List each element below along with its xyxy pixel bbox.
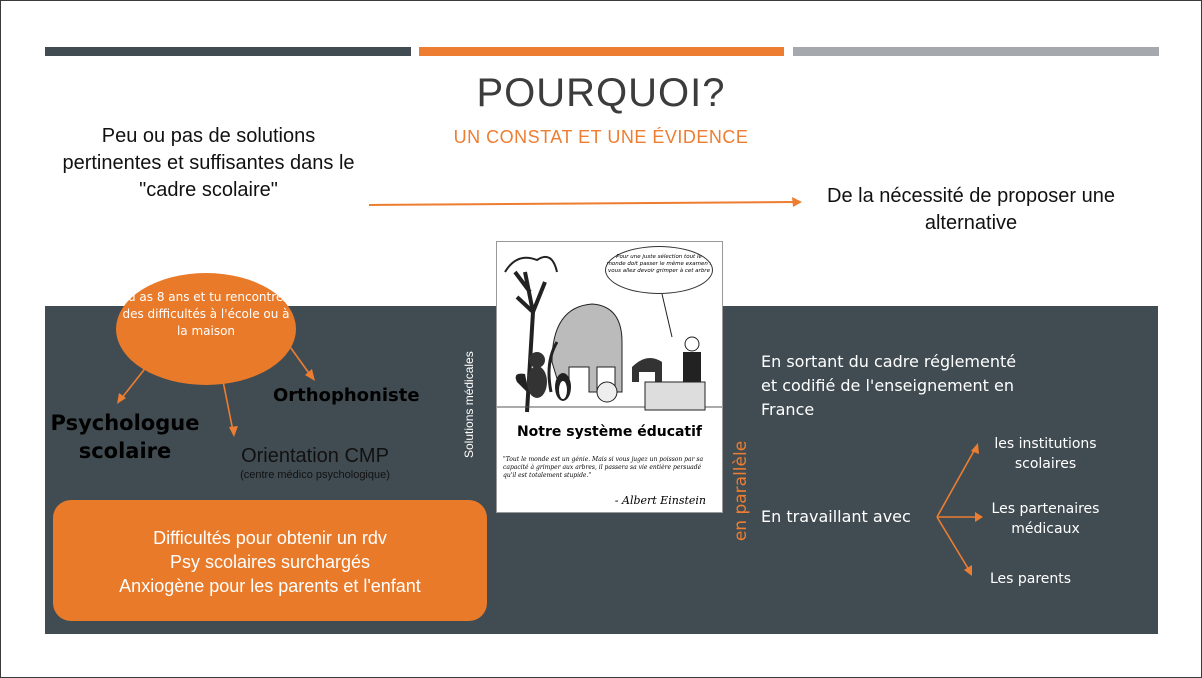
- solutions-medicales-label: Solutions médicales: [462, 351, 476, 458]
- difficulties-box: [53, 500, 487, 621]
- situation-bubble: Tu as 8 ans et tu rencontres des difficultés à l'école ou à la maison: [116, 273, 296, 385]
- difficulty-item: Psy scolaires surchargés: [169, 552, 371, 572]
- target-institutions: les institutions scolaires: [994, 436, 1097, 472]
- cartoon-title: Notre système éducatif: [516, 424, 703, 440]
- cmp-title: Orientation CMP: [241, 445, 389, 467]
- slide-subtitle: UN CONSTAT ET UNE ÉVIDENCE: [453, 127, 749, 147]
- slide-title: POURQUOI?: [476, 71, 726, 115]
- target-partenaires: Les partenaires médicaux: [991, 501, 1100, 537]
- psychologue-label: Psychologue scolaire: [50, 411, 200, 463]
- travaillant-text: En travaillant avec: [761, 507, 911, 526]
- difficulty-item: Anxiogène pour les parents et l'enfant: [119, 576, 421, 596]
- orthophoniste-label: Orthophoniste: [273, 385, 420, 406]
- difficulty-item: Difficultés pour obtenir un rdv: [153, 528, 387, 548]
- right-statement: De la nécessité de proposer une alternative: [827, 185, 1115, 234]
- cartoon-speech-bubble: Pour une juste sélection tout le monde doit passer le même examen : vous allez devoir grimper à cet arbre: [605, 246, 713, 294]
- cartoon-quote: "Tout le monde est un génie. Mais si vous jugez un poisson par sa capacité à grimper aux arbres, il passera sa vie entière persuadé qu'il est totalement stupide.": [503, 456, 704, 479]
- cmp-label: [215, 445, 415, 481]
- education-cartoon: [496, 241, 723, 513]
- left-statement: Peu ou pas de solutions pertinentes et suffisantes dans le "cadre scolaire": [62, 125, 355, 201]
- cartoon-author: - Albert Einstein: [614, 494, 706, 507]
- target-parents: Les parents: [989, 571, 1072, 587]
- sortant-text: En sortant du cadre réglementé et codifié de l'enseignement en France: [761, 352, 1017, 419]
- cmp-detail: (centre médico psychologique): [240, 469, 390, 481]
- en-parallele-label: en parallèle: [731, 440, 751, 542]
